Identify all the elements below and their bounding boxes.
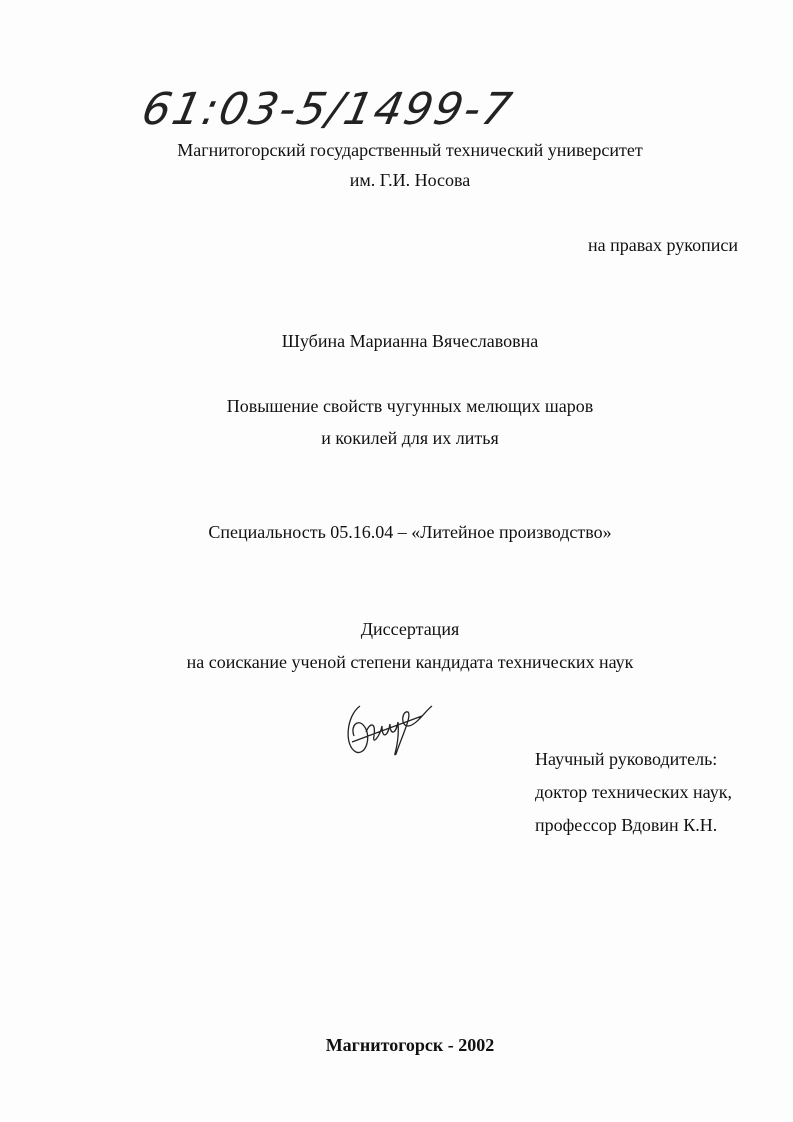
manuscript-rights-note: на правах рукописи [588,235,738,255]
city-year: Магнитогорск - 2002 [325,1035,495,1055]
handwritten-archive-number: 61:03-5/1499-7 [137,84,518,135]
supervisor-label: Научный руководитель: [535,749,718,769]
thesis-title-line-2: и кокилей для их литья [321,428,499,448]
university-named-after: им. Г.И. Носова [349,170,471,190]
signature [342,696,434,760]
author-name: Шубина Марианна Вячеславовна [281,331,539,351]
work-type: Диссертация [360,619,460,639]
supervisor-degree: доктор технических наук, [535,782,732,802]
thesis-title-line-1: Повышение свойств чугунных мелющих шаров [226,396,594,416]
university-name: Магнитогорский государственный технический университет [177,140,643,160]
degree-sought: на соискание ученой степени кандидата технических наук [186,652,634,672]
supervisor-name: профессор Вдовин К.Н. [535,815,718,835]
specialty: Специальность 05.16.04 – «Литейное производство» [208,522,612,542]
